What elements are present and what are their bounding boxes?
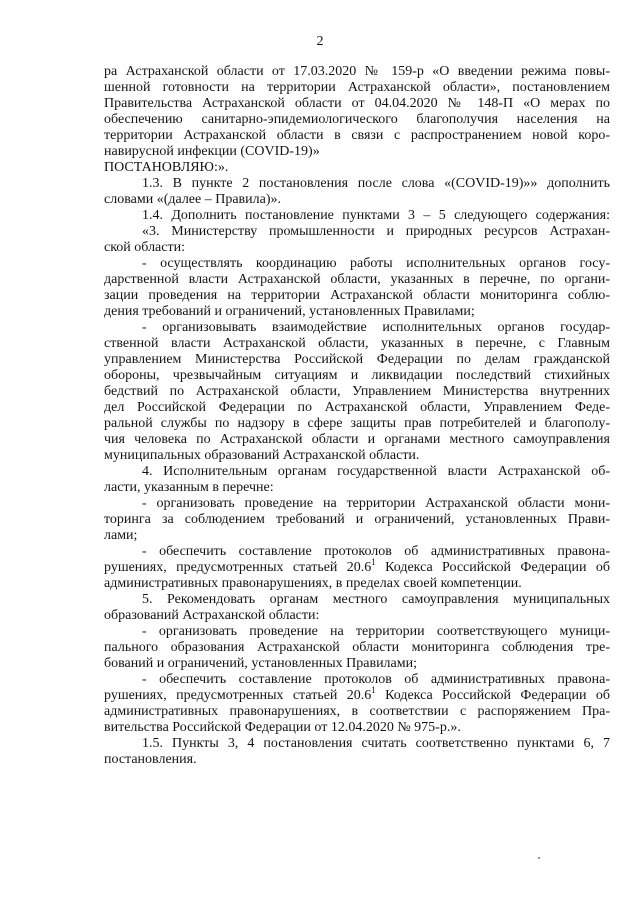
line-text: бований и ограничений, установленных Правилами; — [104, 656, 417, 671]
line-text: зации проведения на территории Астраханской области мониторинга соблю- — [104, 288, 610, 303]
document-line — [104, 480, 610, 496]
document-line — [104, 80, 610, 96]
line-text: 4. Исполнительным органам государственной власти Астраханской об- — [142, 464, 610, 479]
line-text-continued: Кодекса Российской Федерации об — [375, 688, 610, 703]
document-line — [104, 224, 610, 240]
document-line — [104, 416, 610, 432]
document-line — [104, 400, 610, 416]
document-line — [104, 432, 610, 448]
line-text: ласти, указанным в перечне: — [104, 480, 274, 495]
document-line — [104, 608, 610, 624]
document-line — [104, 208, 610, 224]
line-text: - осуществлять координацию работы исполнительных органов госу- — [142, 256, 610, 271]
document-line — [104, 272, 610, 288]
line-text-continued: Кодекса Российской Федерации об — [375, 560, 610, 575]
document-line — [104, 736, 610, 752]
line-text: - организовывать взаимодействие исполнительных органов государ- — [142, 320, 610, 335]
document-line — [104, 640, 610, 656]
document-line — [104, 496, 610, 512]
line-text: «3. Министерству промышленности и природных ресурсов Астрахан- — [142, 224, 610, 239]
document-line — [104, 320, 610, 336]
line-text: шенной готовности на территории Астраханской области», постановлением — [104, 80, 610, 95]
line-text: - обеспечить составление протоколов об административных правона- — [142, 672, 610, 687]
line-text: чия человека по Астраханской области и органами местного самоуправления — [104, 432, 610, 447]
document-line — [104, 464, 610, 480]
line-text: Правительства Астраханской области от 04.04.2020 № 148-П «О мерах по — [104, 96, 610, 111]
line-text: управлением Министерства Российской Федерации по делам гражданской — [104, 352, 610, 367]
document-line — [104, 128, 610, 144]
line-text: бедствий по Астраханской области, Управлением Министерства внутренних — [104, 384, 610, 399]
document-line — [104, 240, 610, 256]
document-line — [104, 704, 610, 720]
document-line — [104, 720, 610, 736]
line-text: дел Российской Федерации по Астраханской области, Управлением Феде- — [104, 400, 610, 415]
page-number: 2 — [316, 34, 324, 49]
line-text: ральной службы по надзору в сфере защиты прав потребителей и благополу- — [104, 416, 610, 431]
line-text: лами; — [104, 528, 138, 543]
line-text: 1.4. Дополнить постановление пунктами 3 – 5 следующего содержания: — [142, 208, 610, 223]
line-text: - организовать проведение на территории соответствующего муници- — [142, 624, 610, 639]
document-line — [104, 544, 610, 560]
document-line — [104, 384, 610, 400]
line-text: навирусной инфекции (COVID-19)» — [104, 144, 320, 159]
line-text: дения требований и ограничений, установленных Правилами; — [104, 304, 475, 319]
document-line — [104, 576, 610, 592]
document-line — [104, 592, 610, 608]
scan-speck — [538, 857, 540, 859]
document-line — [104, 624, 610, 640]
footnote-superscript: 1 — [371, 685, 376, 695]
document-line — [104, 672, 610, 688]
line-text: ской области: — [104, 240, 185, 255]
line-text: 5. Рекомендовать органам местного самоуправления муниципальных — [142, 592, 610, 607]
document-line — [104, 448, 610, 464]
document-line — [104, 352, 610, 368]
document-line — [104, 96, 610, 112]
document-line — [104, 368, 610, 384]
document-line — [104, 256, 610, 272]
document-line — [104, 192, 610, 208]
document-line — [104, 336, 610, 352]
document-line — [104, 512, 610, 528]
document-line — [104, 528, 610, 544]
document-line — [104, 176, 610, 192]
line-text: ра Астраханской области от 17.03.2020 № 159-р «О введении режима повы- — [104, 64, 610, 79]
document-line — [104, 288, 610, 304]
line-text: территории Астраханской области в связи с распространением новой коро- — [104, 128, 610, 143]
line-text: образований Астраханской области: — [104, 608, 320, 623]
line-text: торинга за соблюдением требований и ограничений, установленных Прави- — [104, 512, 610, 527]
document-line — [104, 656, 610, 672]
line-text: дарственной власти Астраханской области, указанных в перечне, по органи- — [104, 272, 610, 287]
line-text: обеспечению санитарно-эпидемиологического благополучия населения на — [104, 112, 610, 127]
line-text: рушениях, предусмотренных статьей 20.6 — [104, 688, 372, 703]
line-text: рушениях, предусмотренных статьей 20.6 — [104, 560, 372, 575]
line-text: - обеспечить составление протоколов об административных правона- — [142, 544, 610, 559]
line-text: пального образования Астраханской области мониторинга соблюдения тре- — [104, 640, 610, 655]
line-text: - организовать проведение на территории Астраханской области мони- — [142, 496, 610, 511]
line-text: административных правонарушениях, в соответствии с распоряжением Пра- — [104, 704, 610, 719]
document-line — [104, 160, 610, 176]
line-text: обороны, чрезвычайным ситуациям и ликвидации последствий стихийных — [104, 368, 610, 383]
line-text: муниципальных образований Астраханской области. — [104, 448, 420, 463]
document-line — [104, 112, 610, 128]
line-text: вительства Российской Федерации от 12.04.2020 № 975-р.». — [104, 720, 461, 735]
line-text: административных правонарушениях, в пределах своей компетенции. — [104, 576, 522, 591]
line-text: ПОСТАНОВЛЯЮ:». — [104, 160, 229, 175]
document-line — [104, 144, 610, 160]
line-text: 1.5. Пункты 3, 4 постановления считать соответственно пунктами 6, 7 — [142, 736, 610, 751]
footnote-superscript: 1 — [371, 557, 376, 567]
document-line — [104, 685, 610, 704]
line-text: словами «(далее – Правила)». — [104, 192, 282, 207]
line-text: 1.3. В пункте 2 постановления после слова «(COVID-19)»» дополнить — [142, 176, 610, 191]
document-line — [104, 304, 610, 320]
document-line — [104, 752, 610, 768]
document-line — [104, 557, 610, 576]
document-line — [104, 64, 610, 80]
line-text: постановления. — [104, 752, 197, 767]
line-text: ственной власти Астраханской области, указанных в перечне, с Главным — [104, 336, 610, 351]
document-body — [104, 64, 610, 768]
